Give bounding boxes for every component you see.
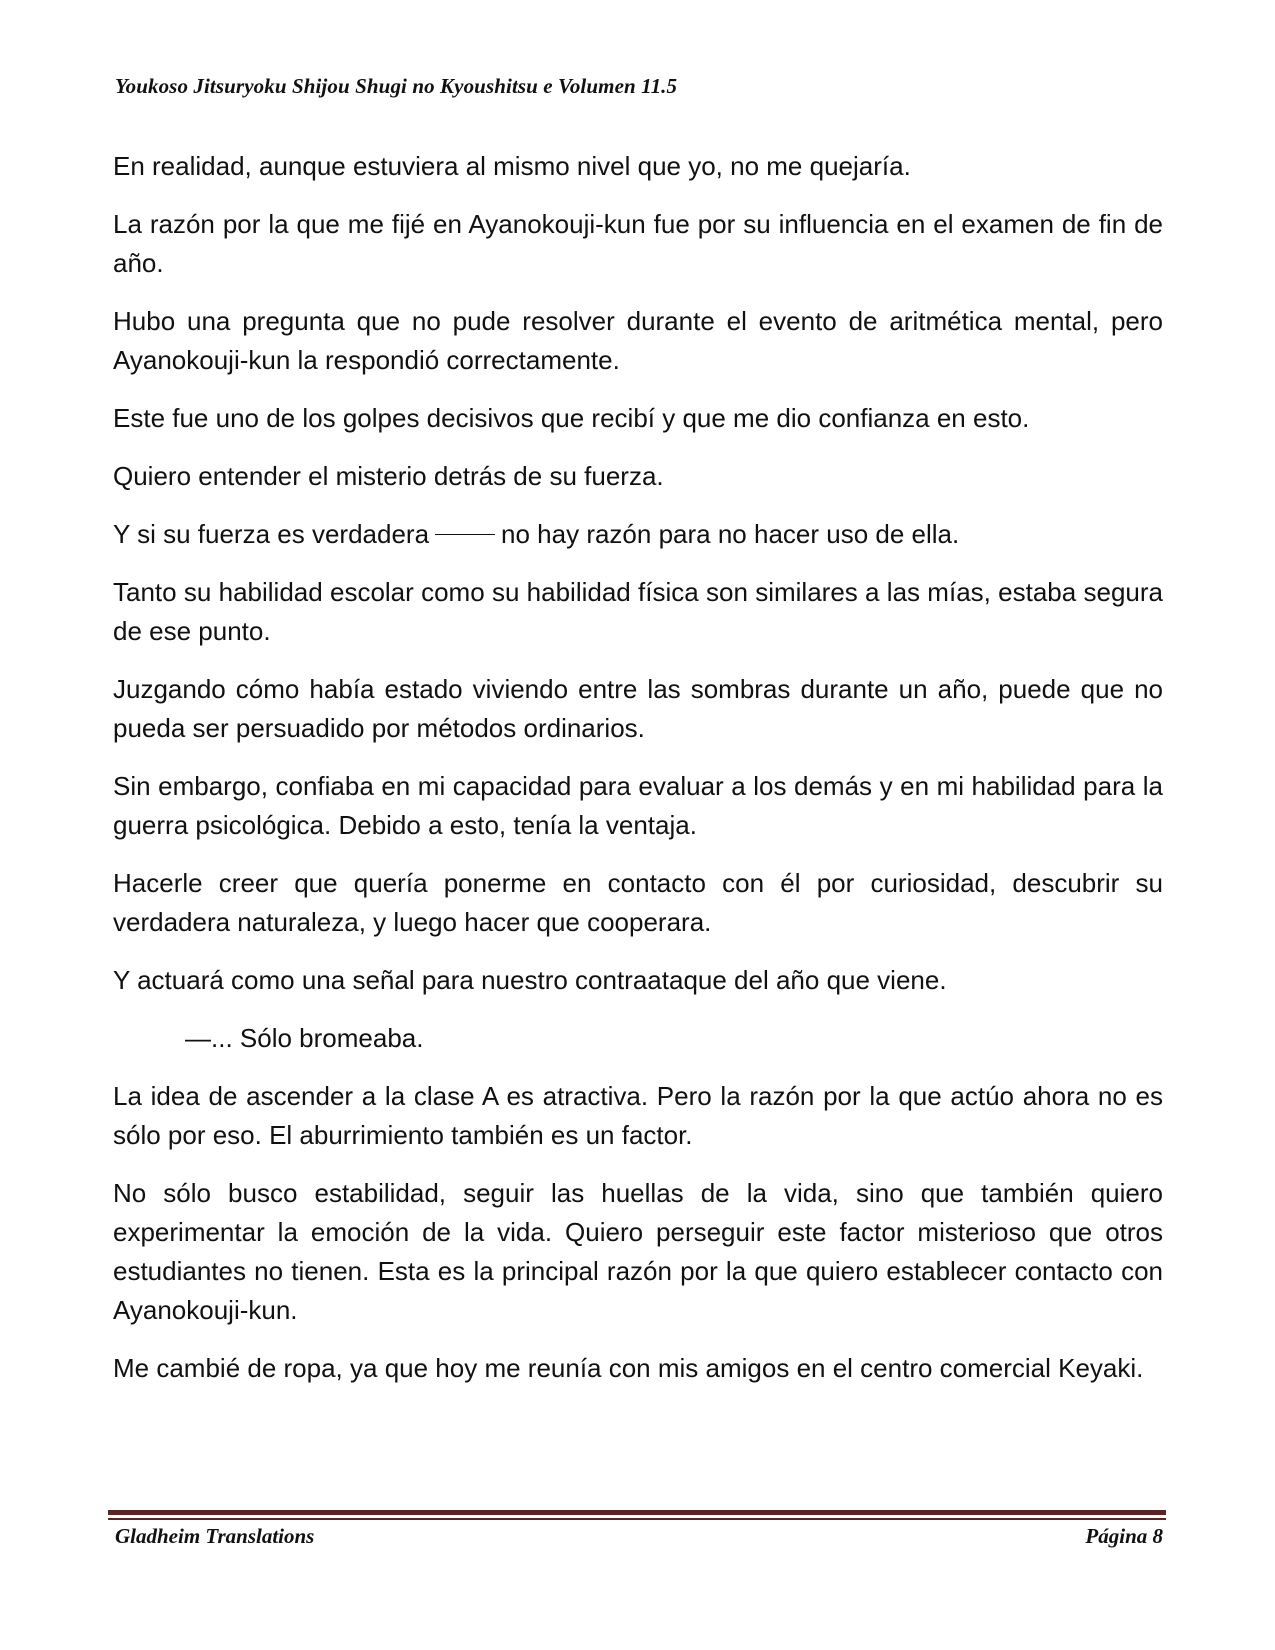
paragraph: Juzgando cómo había estado viviendo entre las sombras durante un año, puede que no pueda ser persuadido por métodos ordinarios. bbox=[113, 674, 1163, 743]
paragraph-part-after: no hay razón para no hacer uso de ella. bbox=[501, 519, 960, 549]
page-header-title: Youkoso Jitsuryoku Shijou Shugi no Kyoushitsu e Volumen 11.5 bbox=[115, 74, 678, 98]
paragraph-part-before: Y si su fuerza es verdadera bbox=[113, 519, 430, 549]
paragraph: Este fue uno de los golpes decisivos que recibí y que me dio confianza en esto. bbox=[113, 403, 1030, 433]
paragraph: La razón por la que me fijé en Ayanokouji-kun fue por su influencia en el examen de fin de año. bbox=[113, 209, 1163, 278]
paragraph: Tanto su habilidad escolar como su habilidad física son similares a las mías, estaba segura de ese punto. bbox=[113, 577, 1163, 646]
paragraph: Y actuará como una señal para nuestro contraataque del año que viene. bbox=[113, 965, 947, 995]
dialogue-line: —... Sólo bromeaba. bbox=[185, 1023, 424, 1053]
paragraph: En realidad, aunque estuviera al mismo nivel que yo, no me quejaría. bbox=[113, 151, 911, 181]
paragraph: Sin embargo, confiaba en mi capacidad para evaluar a los demás y en mi habilidad para la guerra psicológica. Debido a esto, tenía la ventaja. bbox=[113, 771, 1163, 840]
paragraph: Quiero entender el misterio detrás de su fuerza. bbox=[113, 461, 664, 491]
footer-divider-thick bbox=[108, 1510, 1166, 1515]
paragraph-with-dash bbox=[113, 515, 1163, 554]
footer-divider-thin bbox=[108, 1518, 1166, 1520]
footer-translator-credit: Gladheim Translations bbox=[115, 1524, 315, 1548]
paragraph: No sólo busco estabilidad, seguir las huellas de la vida, sino que también quiero experimentar la emoción de la vida. Quiero perseguir este factor misterioso que otros estudiantes no tienen. Esta es la principal razón por la que quiero establecer contacto con Ayanokouji-kun. bbox=[113, 1178, 1163, 1325]
paragraph: Hubo una pregunta que no pude resolver durante el evento de aritmética mental, pero Ayanokouji-kun la respondió correctamente. bbox=[113, 306, 1163, 375]
body-text bbox=[113, 147, 1163, 1407]
paragraph: La idea de ascender a la clase A es atractiva. Pero la razón por la que actúo ahora no es sólo por eso. El aburrimiento también es un factor. bbox=[113, 1081, 1163, 1150]
paragraph: Me cambié de ropa, ya que hoy me reunía con mis amigos en el centro comercial Keyaki. bbox=[113, 1353, 1144, 1383]
footer-page-number: Página 8 bbox=[1085, 1524, 1163, 1548]
em-dash-line bbox=[435, 534, 495, 535]
paragraph: Hacerle creer que quería ponerme en contacto con él por curiosidad, descubrir su verdadera naturaleza, y luego hacer que cooperara. bbox=[113, 868, 1163, 937]
